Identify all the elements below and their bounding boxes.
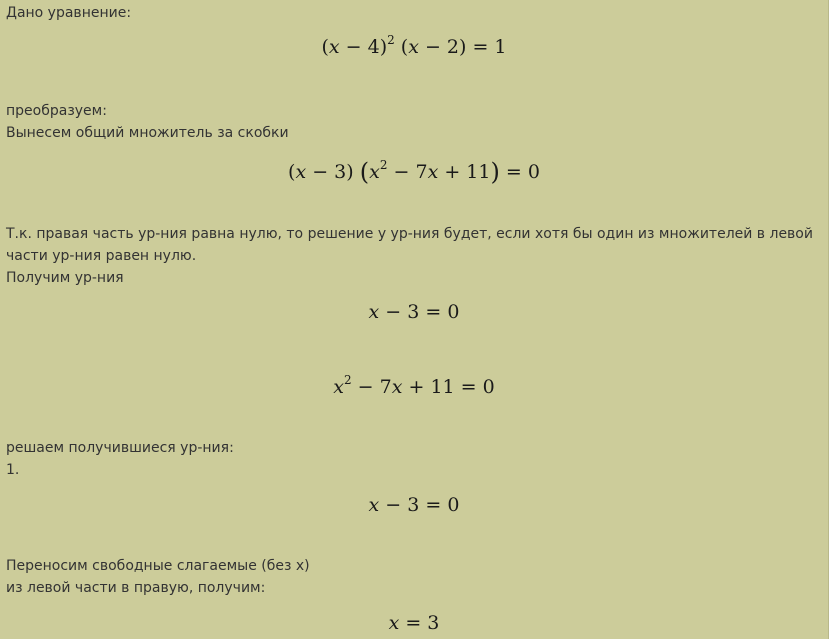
get-equations-text: Получим ур-ния [6,270,124,286]
given-equation: $(x - 4)^2$ (x − 2) = 1 [321,33,507,58]
reasoning-text: Т.к. правая часть ур-ния равна нулю, то решение у ур-ния будет, если хотя бы один из множителей в левой части ур-ния равен нулю. [6,226,813,264]
transform-text: преобразуем: [6,103,107,119]
step-one-label: 1. [6,462,20,478]
step1-equation: x − 3 = 0 [368,494,460,516]
factor-out-text: Вынесем общий множитель за скобки [6,125,289,141]
factored-equation: (x − 3) $(x^2 - 7x + 11) = 0$ [288,158,540,186]
intro-text: Дано уравнение: [6,5,132,21]
solution-equation: x = 3 [388,612,440,634]
solve-text: решаем получившиеся ур-ния: [6,440,234,456]
move-terms-text-1: Переносим свободные слагаемые (без x) [6,558,310,574]
factor1-equation: x − 3 = 0 [368,301,460,323]
move-terms-text-2: из левой части в правую, получим: [6,580,266,596]
factor2-equation: $x^2 - 7x + 11 = 0$ [333,373,495,398]
